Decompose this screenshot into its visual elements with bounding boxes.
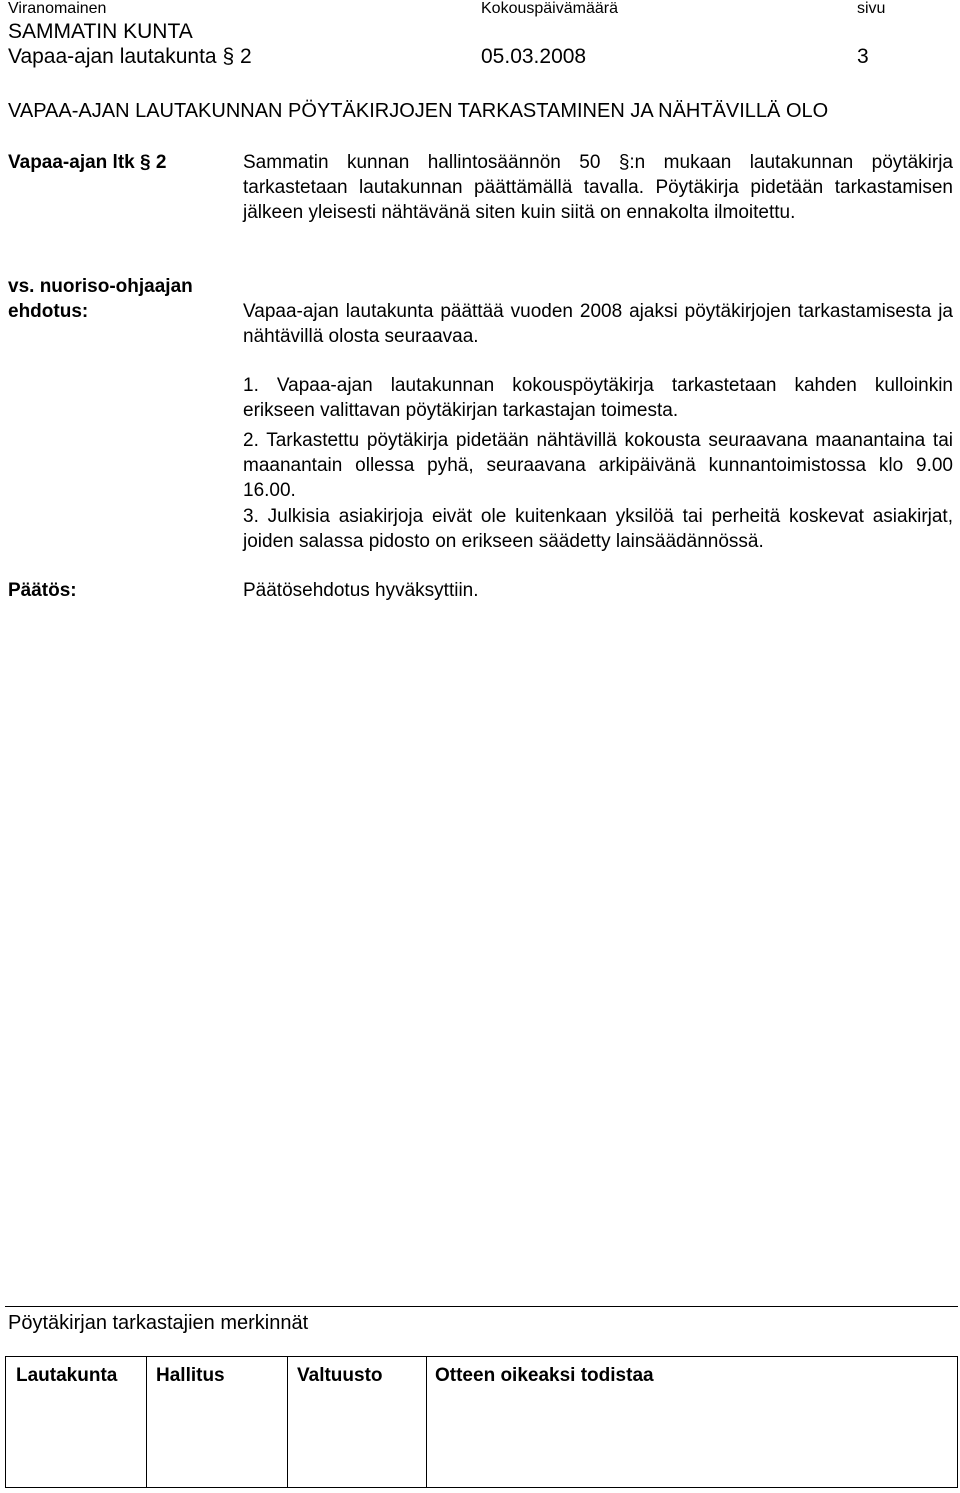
proposer-label-line1: vs. nuoriso-ohjaajan <box>8 276 193 297</box>
signature-table <box>5 1356 958 1488</box>
page-title: VAPAA-AJAN LAUTAKUNNAN PÖYTÄKIRJOJEN TARKASTAMINEN JA NÄHTÄVILLÄ OLO <box>8 100 829 122</box>
decision-label: Päätös: <box>8 580 77 601</box>
table-divider <box>426 1357 427 1487</box>
reference-label <box>8 150 166 175</box>
intro-paragraph <box>243 150 953 225</box>
reference-number: 2 <box>155 152 167 173</box>
list-item: 1. Vapaa-ajan lautakunnan kokouspöytäkirja tarkastetaan kahden kulloinkin erikseen valittavan pöytäkirjan tarkastajan toimesta. <box>243 375 953 421</box>
table-divider <box>287 1357 288 1487</box>
section-sign-icon: § <box>618 152 630 173</box>
header-section-number: 2 <box>239 45 252 68</box>
header-authority-label: Viranomainen <box>8 0 107 17</box>
list-item: 3. Julkisia asiakirjoja eivät ole kuitenkaan yksilöä tai perheitä koskevat asiakirjat, joiden salassa pidosto on erikseen säädetty lainsäädännössä. <box>243 506 953 552</box>
list-item: 2. Tarkastettu pöytäkirja pidetään nähtävillä kokousta seuraavana maanantaina tai maanantain ollessa pyhä, seuraavana arkipäivänä kunnantoimistossa klo 9.00 16.00. <box>243 430 953 501</box>
table-header-board: Lautakunta <box>16 1365 118 1386</box>
decision-text: Päätösehdotus hyväksyttiin. <box>243 580 479 601</box>
footer-top-rule <box>5 1306 958 1307</box>
intro-text-part1: Sammatin kunnan hallintosäännön 50 <box>243 152 619 173</box>
header-date-label: Kokouspäivämäärä <box>481 0 618 17</box>
section-sign-icon: § <box>140 152 151 173</box>
section-sign-icon: § <box>222 45 235 68</box>
table-header-certified-copy: Otteen oikeaksi todistaa <box>435 1365 654 1386</box>
proposer-label-line2: ehdotus: <box>8 301 89 322</box>
header-body-line <box>8 45 252 69</box>
header-body-name: Vapaa-ajan lautakunta <box>8 45 217 68</box>
reviewers-label: Pöytäkirjan tarkastajien merkinnät <box>8 1312 309 1334</box>
table-divider <box>146 1357 147 1487</box>
header-page-number: 3 <box>857 45 869 68</box>
header-page-label: sivu <box>857 0 886 17</box>
table-header-council: Valtuusto <box>297 1365 383 1386</box>
table-header-government: Hallitus <box>156 1365 225 1386</box>
header-date: 05.03.2008 <box>481 45 587 68</box>
header-organization: SAMMATIN KUNTA <box>8 20 193 43</box>
intro-text-part2: :n mukaan lautakunnan pöytäkirja tarkastetaan lautakunnan päättämällä tavalla. Pöytäkirja pidetään tarkastamisen jälkeen yleisesti nähtävänä siten kuin siitä on ennakolta ilmoitettu. <box>243 152 953 223</box>
proposal-paragraph: Vapaa-ajan lautakunta päättää vuoden 2008 ajaksi pöytäkirjojen tarkastamisesta ja nähtävillä olosta seuraavaa. <box>243 301 953 347</box>
reference-prefix: Vapaa-ajan ltk <box>8 152 135 173</box>
